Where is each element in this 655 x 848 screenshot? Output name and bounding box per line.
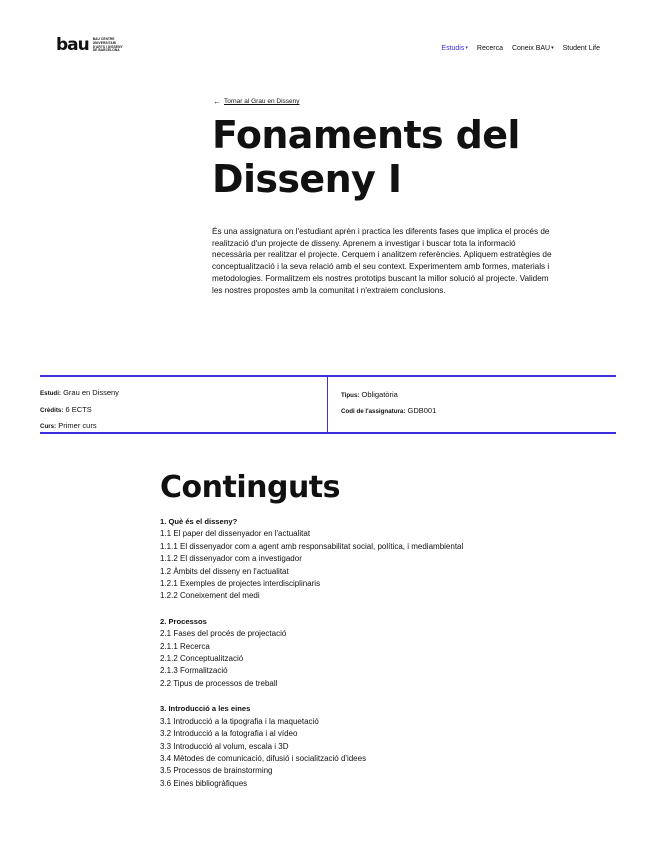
page-title: [212, 113, 612, 201]
chevron-down-icon: ▾: [465, 45, 468, 51]
logo-mark: bau: [56, 35, 89, 55]
info-value: Obligatòria: [361, 390, 398, 399]
info-row-codi: [341, 404, 436, 420]
list-item: 1.2.2 Coneixement del medi: [160, 591, 260, 601]
contents-section: [160, 703, 480, 790]
info-value: Grau en Disseny: [63, 388, 119, 397]
list-item: 2.1 Fases del procés de projectació: [160, 629, 287, 639]
list-item: 1.1.1 El dissenyador com a agent amb responsabilitat social, política, i mediambiental: [160, 541, 464, 551]
contents-section: [160, 616, 480, 690]
nav-item-student-life[interactable]: [563, 44, 600, 53]
info-divider: [327, 377, 328, 434]
list-item: 3.4 Mètodes de comunicació, difusió i socialització d'idees: [160, 753, 367, 763]
info-key: Crèdits:: [40, 406, 64, 414]
title-line: Fonaments del: [212, 113, 520, 157]
info-column-left: [40, 385, 119, 435]
nav-item-coneix-bau[interactable]: [512, 44, 554, 53]
nav-label: Student Life: [562, 45, 600, 52]
info-key: Estudi:: [40, 390, 61, 397]
list-item: 2.1.3 Formalització: [160, 666, 228, 676]
list-item: 3.1 Introducció a la tipografia i la maquetació: [160, 716, 319, 726]
info-row-estudi: [40, 385, 119, 402]
section-heading: 2. Processos: [160, 616, 207, 626]
list-item: 3.2 Introducció a la fotografia i al vídeo: [160, 729, 298, 739]
info-key: Curs:: [40, 423, 57, 430]
main-nav: [441, 44, 600, 53]
back-link[interactable]: [213, 98, 300, 106]
section-heading: 3. Introducció a les eines: [160, 704, 251, 714]
chevron-down-icon: ▾: [551, 45, 554, 51]
list-item: 3.6 Eines bibliogràfiques: [160, 778, 248, 788]
nav-item-estudis[interactable]: [441, 44, 467, 53]
bau-logo[interactable]: [56, 37, 123, 54]
course-description: És una assignatura on l'estudiant aprèn i practica les diferents fases que implica el procés de realització d'un projecte de disseny. Aprenem a investigar i buscar tota la informació necessària per realitzar el projecte. Cerquem i analitzem referències. Apliquem estratègies de conceptualització i la seva relació amb el seu context. Experimentem amb formes, materials i metodologies. Formalitzem els nostres prototips buscant la millor solució al projecte. Validem les nostres propostes amb la comunitat i n'extraiem conclusions.: [212, 227, 552, 295]
logo-wordmark: [93, 38, 123, 52]
list-item: 1.1.2 El dissenyador com a investigador: [160, 554, 302, 564]
logo-line: DE BARCELONA: [92, 48, 120, 53]
info-value: GDB001: [407, 405, 437, 415]
back-link-label: Tornar al Grau en Disseny: [224, 98, 300, 105]
list-item: 2.1.2 Conceptualització: [160, 654, 244, 664]
nav-label: Estudis: [441, 45, 465, 52]
list-item: 1.2 Àmbits del disseny en l'actualitat: [160, 566, 289, 576]
contents-section: [160, 516, 480, 603]
site-header: [0, 0, 655, 70]
info-column-right: [341, 388, 436, 419]
info-key: Tipus:: [341, 392, 360, 399]
list-item: 2.2 Tipus de processos de treball: [160, 678, 278, 688]
list-item: 1.2.1 Exemples de projectes interdisciplinaris: [160, 579, 321, 589]
nav-label: Recerca: [476, 45, 503, 52]
info-value: 6 ECTS: [65, 404, 92, 414]
list-item: 3.5 Processos de brainstorming: [160, 766, 273, 776]
info-row-tipus: [341, 388, 436, 404]
title-line: Disseny I: [212, 157, 402, 201]
arrow-left-icon: ←: [213, 97, 221, 106]
logo-line: D'ARTS I DISSENY: [92, 44, 123, 49]
contents-list: [160, 516, 480, 803]
contents-heading: Continguts: [160, 470, 340, 505]
list-item: 1.1 El paper del dissenyador en l'actualitat: [160, 529, 311, 539]
info-value: Primer curs: [58, 421, 97, 430]
list-item: 3.3 Introducció al volum, escala i 3D: [160, 741, 289, 751]
nav-item-recerca[interactable]: [477, 44, 503, 53]
list-item: 2.1.1 Recerca: [160, 641, 210, 651]
info-row-credits: [40, 402, 119, 419]
logo-line: BAU CENTRE: [92, 37, 115, 42]
logo-line: UNIVERSITARI: [92, 40, 117, 45]
section-heading: 1. Què és el disseny?: [160, 517, 238, 526]
course-info-box: [40, 375, 616, 434]
nav-label: Coneix BAU: [511, 45, 551, 52]
info-row-curs: [40, 418, 119, 435]
info-key: Codi de l'assignatura:: [341, 407, 406, 415]
